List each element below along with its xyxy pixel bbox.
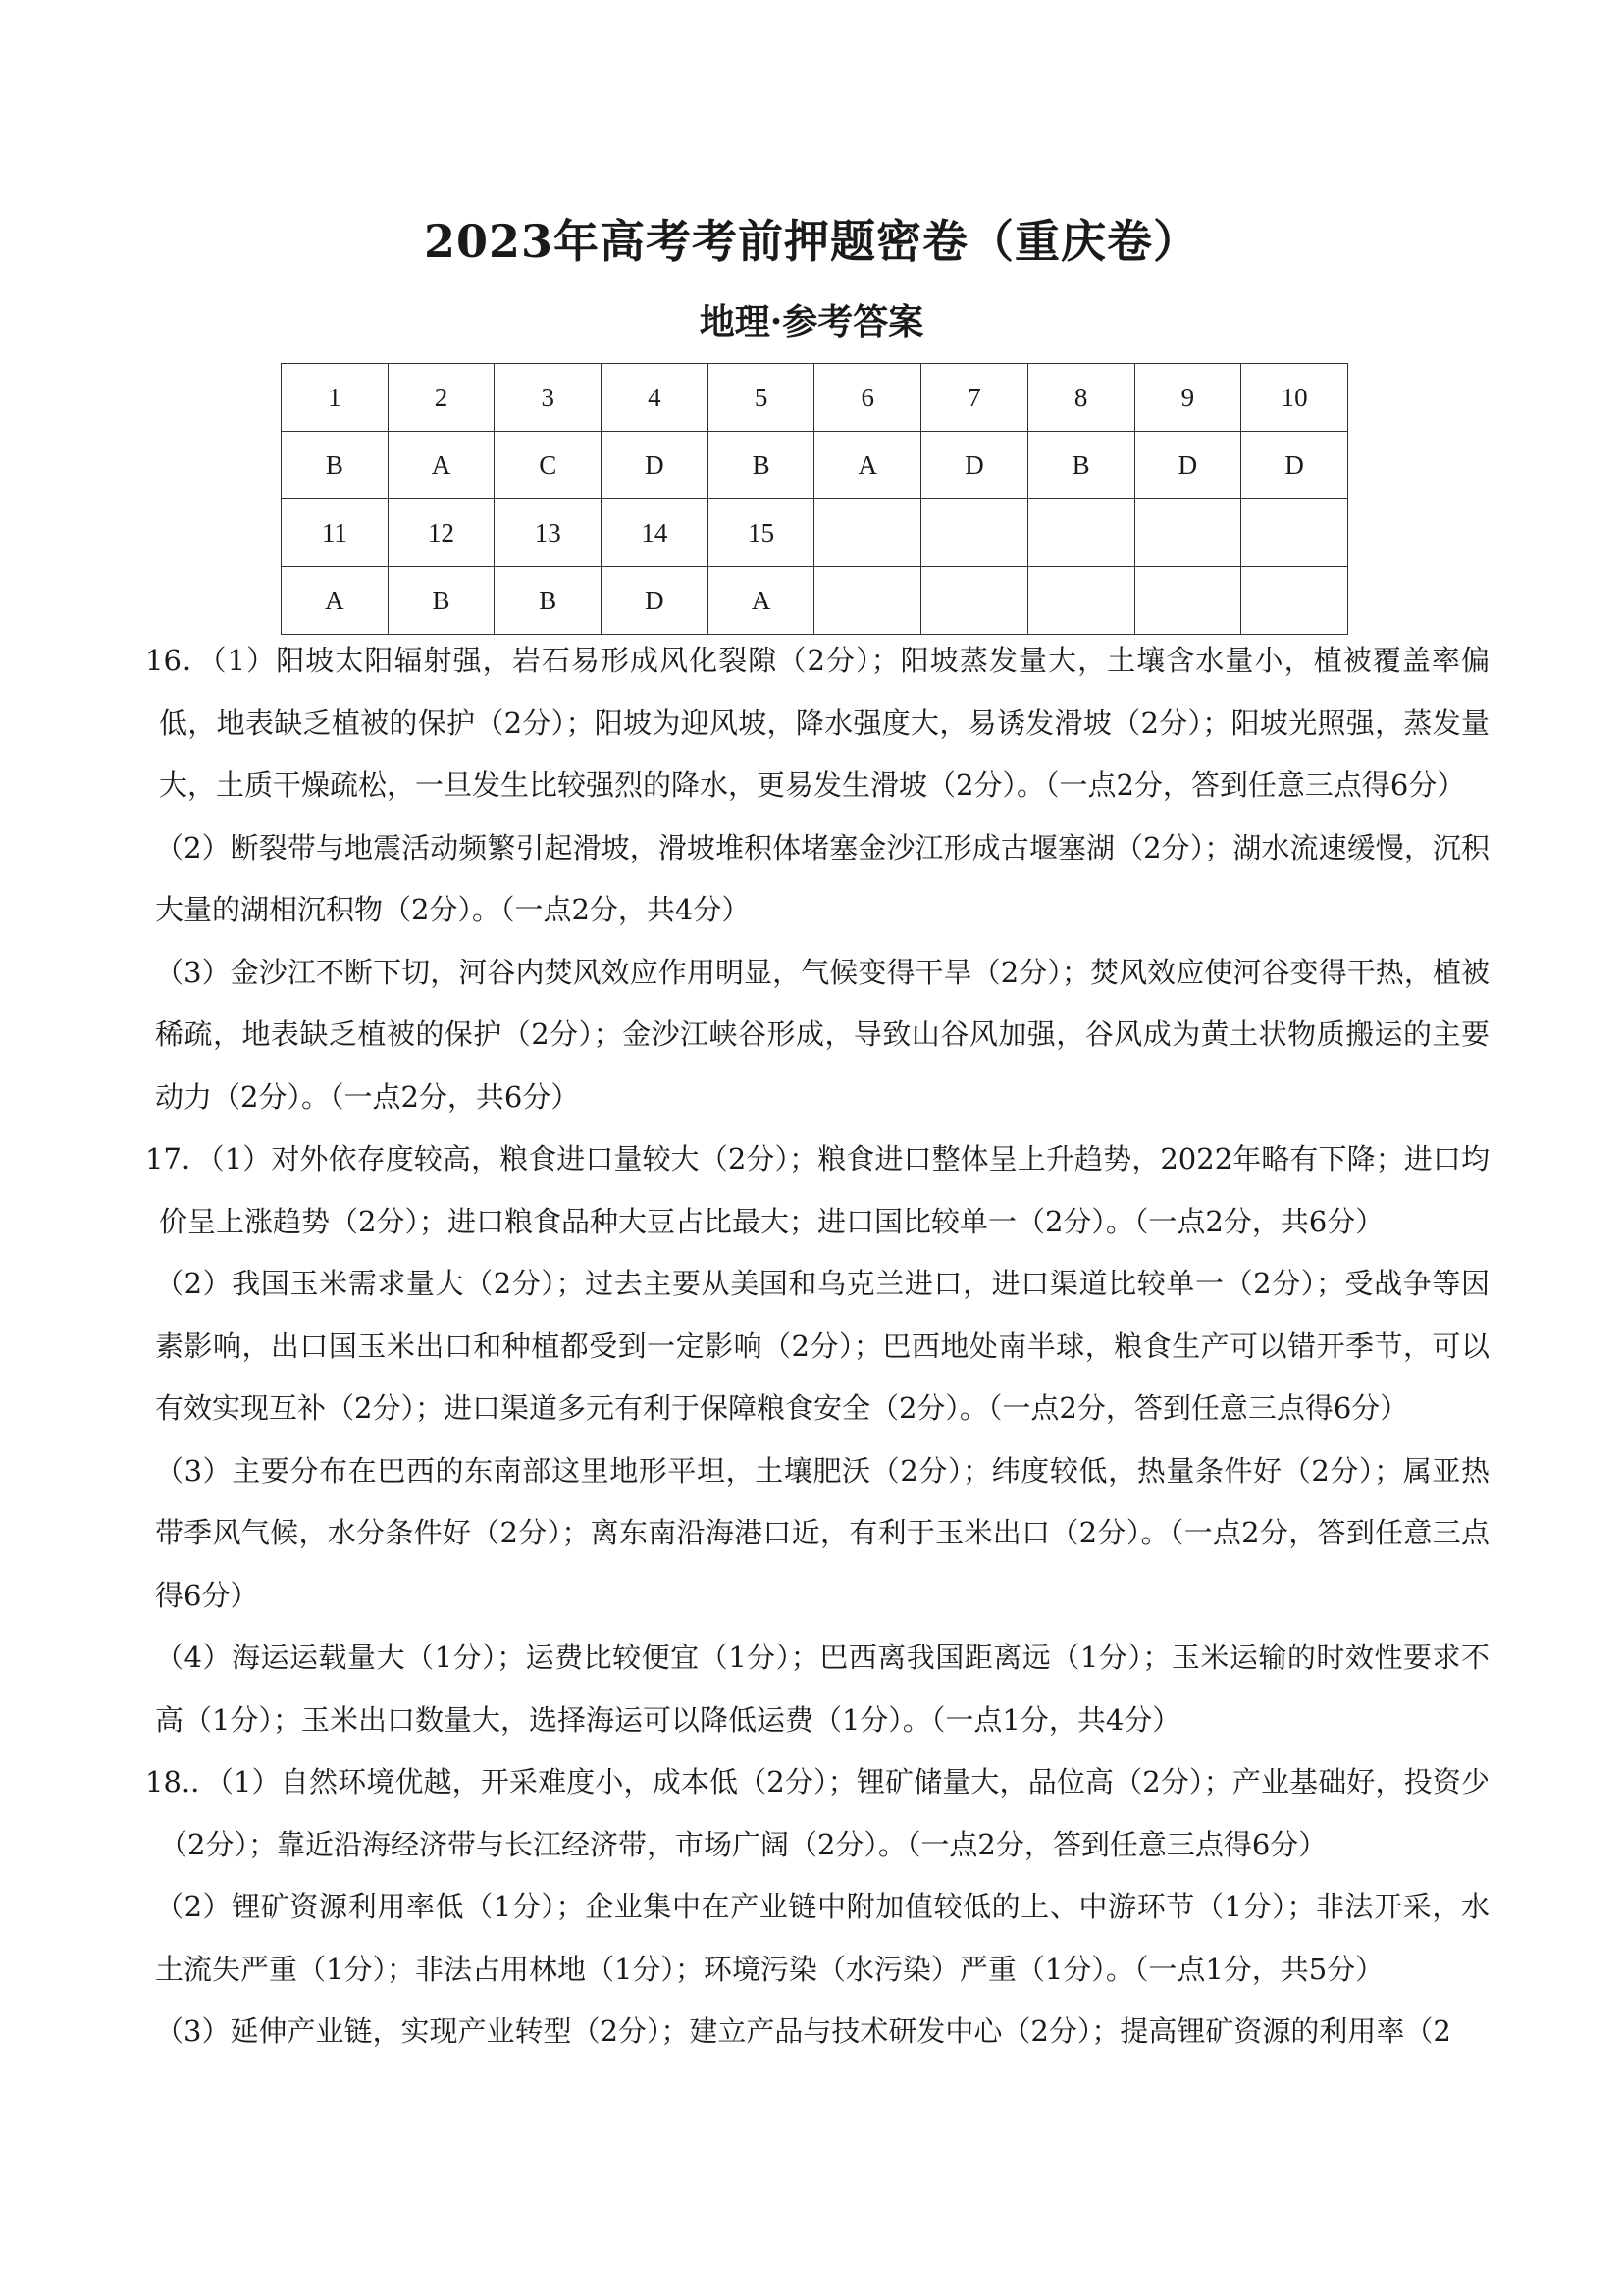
table-cell: B	[707, 432, 814, 499]
table-cell: A	[814, 432, 921, 499]
exam-subtitle: 地理·参考答案	[699, 301, 924, 342]
answer-paragraph-17-2: （2）我国玉米需求量大（2分）；过去主要从美国和乌克兰进口，进口渠道比较单一（2分）；受战争等因素影响，出口国玉米出口和种植都受到一定影响（2分）；巴西地处南半球，粮食生产可以错开季节，可以有效实现互补（2分）；进口渠道多元有利于保障粮食安全（2分）。（一点2分，答到任意三点得6分）	[155, 1267, 1490, 1425]
table-cell: 6	[814, 364, 921, 432]
table-cell: A	[282, 567, 389, 635]
table-cell	[1134, 567, 1241, 635]
table-cell: 2	[388, 364, 495, 432]
table-cell	[1027, 499, 1134, 567]
table-cell: 10	[1241, 364, 1348, 432]
table-cell: B	[1027, 432, 1134, 499]
table-cell	[814, 499, 921, 567]
table-cell	[1134, 499, 1241, 567]
table-cell: 11	[282, 499, 389, 567]
answer-body	[145, 630, 1490, 2063]
table-cell: 9	[1134, 364, 1241, 432]
answer-paragraph-17-3: （3）主要分布在巴西的东南部这里地形平坦，土壤肥沃（2分）；纬度较低，热量条件好（2分）；属亚热带季风气候，水分条件好（2分）；离东南沿海港口近，有利于玉米出口（2分）。（一点2分，答到任意三点得6分）	[155, 1453, 1490, 1612]
answer-paragraph-18-3: （3）延伸产业链，实现产业转型（2分）；建立产品与技术研发中心（2分）；提高锂矿资源的利用率（2	[155, 2014, 1451, 2048]
table-cell: A	[388, 432, 495, 499]
answer-paragraph-18-2: （2）锂矿资源利用率低（1分）；企业集中在产业链中附加值较低的上、中游环节（1分）；非法开采，水土流失严重（1分）；非法占用林地（1分）；环境污染（水污染）严重（1分）。（一点1分，共5分）	[155, 1890, 1490, 1986]
table-cell: 12	[388, 499, 495, 567]
table-cell: 7	[921, 364, 1028, 432]
table-cell: 3	[495, 364, 602, 432]
table-cell: B	[282, 432, 389, 499]
table-cell: 8	[1027, 364, 1134, 432]
table-cell	[921, 567, 1028, 635]
table-cell: 14	[602, 499, 708, 567]
answer-paragraph-16-2: （2）断裂带与地震活动频繁引起滑坡，滑坡堆积体堵塞金沙江形成古堰塞湖（2分）；湖水流速缓慢，沉积大量的湖相沉积物（2分）。（一点2分，共4分）	[155, 830, 1490, 926]
answer-paragraph-17-1: 17．（1）对外依存度较高，粮食进口量较大（2分）；粮食进口整体呈上升趋势，2022年略有下降；进口均价呈上涨趋势（2分）；进口粮食品种大豆占比最大；进口国比较单一（2分）。（一点2分，共6分）	[145, 1142, 1490, 1238]
table-cell	[1241, 499, 1348, 567]
table-cell: D	[602, 432, 708, 499]
table-cell: 13	[495, 499, 602, 567]
table-cell	[1241, 567, 1348, 635]
table-cell: B	[388, 567, 495, 635]
table-cell: 5	[707, 364, 814, 432]
table-cell	[1027, 567, 1134, 635]
table-row	[282, 499, 1348, 567]
exam-title: 2023年高考考前押题密卷（重庆卷）	[423, 215, 1200, 268]
table-row	[282, 567, 1348, 635]
table-cell: A	[707, 567, 814, 635]
answer-paragraph-18-1: 18.．（1）自然环境优越，开采难度小，成本低（2分）；锂矿储量大，品位高（2分）；产业基础好，投资少（2分）；靠近沿海经济带与长江经济带，市场广阔（2分）。（一点2分，答到任意三点得6分）	[145, 1765, 1490, 1861]
answer-paragraph-16-3: （3）金沙江不断下切，河谷内焚风效应作用明显，气候变得干旱（2分）；焚风效应使河谷变得干热，植被稀疏，地表缺乏植被的保护（2分）；金沙江峡谷形成，导致山谷风加强，谷风成为黄土状物质搬运的主要动力（2分）。（一点2分，共6分）	[155, 955, 1490, 1114]
table-cell: B	[495, 567, 602, 635]
table-cell	[921, 499, 1028, 567]
table-cell: D	[602, 567, 708, 635]
table-row	[282, 364, 1348, 432]
answer-paragraph-16-1: 16．（1）阳坡太阳辐射强，岩石易形成风化裂隙（2分）；阳坡蒸发量大，土壤含水量小，植被覆盖率偏低，地表缺乏植被的保护（2分）；阳坡为迎风坡，降水强度大，易诱发滑坡（2分）；阳坡光照强，蒸发量大，土质干燥疏松，一旦发生比较强烈的降水，更易发生滑坡（2分）。（一点2分，答到任意三点得6分）	[145, 644, 1490, 802]
answer-table	[281, 363, 1348, 635]
table-cell: 15	[707, 499, 814, 567]
table-row	[282, 432, 1348, 499]
table-cell: 4	[602, 364, 708, 432]
answer-paragraph-17-4: （4）海运运载量大（1分）；运费比较便宜（1分）；巴西离我国距离远（1分）；玉米运输的时效性要求不高（1分）；玉米出口数量大，选择海运可以降低运费（1分）。（一点1分，共4分）	[155, 1641, 1490, 1737]
table-cell: D	[1134, 432, 1241, 499]
table-cell: 1	[282, 364, 389, 432]
table-cell: D	[921, 432, 1028, 499]
table-cell	[814, 567, 921, 635]
table-cell: D	[1241, 432, 1348, 499]
table-cell: C	[495, 432, 602, 499]
